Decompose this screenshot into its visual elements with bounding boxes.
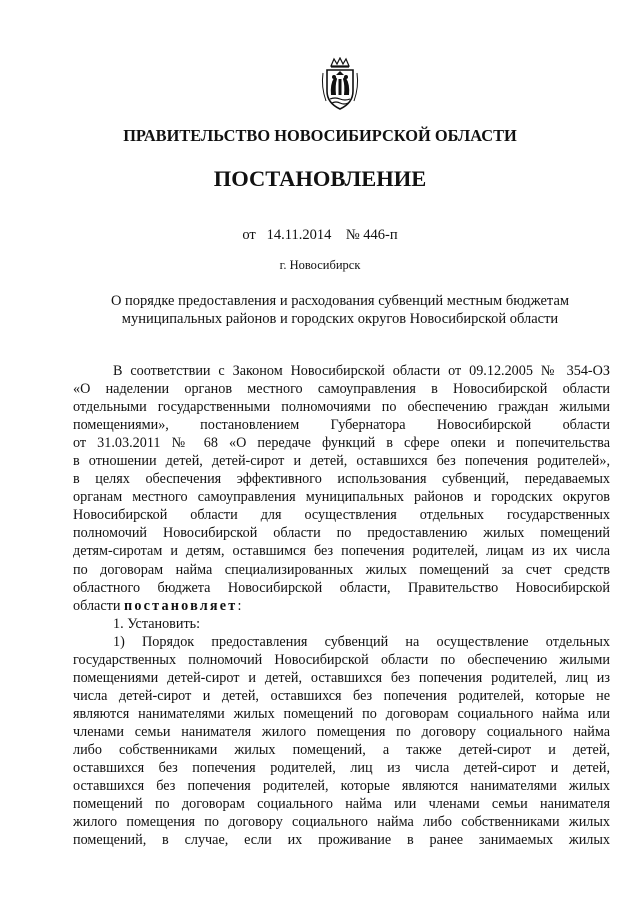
item-1-1-line: являются нанимателями жилых помещений по договорам социального найма или — [73, 705, 610, 722]
subject-line: О порядке предоставления и расходования субвенций местным бюджетам — [110, 293, 570, 309]
item-1-heading: 1. Установить: — [113, 615, 201, 632]
document-type-title: ПОСТАНОВЛЕНИЕ — [213, 166, 427, 191]
body-line: от 31.03.2011 № 68 «О передаче функций в сфере опеки и попечительства — [73, 435, 610, 452]
document-date: 14.11.2014 — [266, 227, 332, 243]
date-prefix: от — [242, 227, 256, 243]
organization-title: ПРАВИТЕЛЬСТВО НОВОСИБИРСКОЙ ОБЛАСТИ — [123, 126, 517, 145]
resolve-word: постановляет — [123, 597, 238, 614]
item-1-1-line: государственных полномочий Новосибирской области по обеспечению жилыми — [73, 651, 610, 668]
body-line: по договорам найма специализированных жилых помещений за счет средств — [73, 561, 610, 578]
body-line: отдельными государственными полномочиями по обеспечению граждан жилыми — [73, 399, 610, 416]
item-1-1-line: числа детей-сирот и детей, оставшихся без попечения родителей, которые не — [73, 687, 610, 704]
item-1-1-line: членами семьи нанимателя жилого помещения по договору социального найма — [73, 723, 610, 740]
body-line: областного бюджета Новосибирской области, Правительство Новосибирской — [73, 579, 610, 596]
item-1-1-line: помещений, в случае, если их проживание в ранее занимаемых жилых — [73, 832, 610, 849]
date-number-line — [0, 226, 640, 244]
item-1-1-line: оставшихся без попечения родителей, которые являются нанимателями жилых — [73, 778, 610, 795]
item-1-1-line: либо собственниками жилых помещений, а также детей-сирот и детей, — [73, 741, 610, 758]
body-line: Новосибирской области для осуществления отдельных государственных — [73, 507, 610, 524]
resolve-line — [73, 597, 610, 615]
subject-line: муниципальных районов и городских округов Новосибирской области — [121, 311, 559, 327]
document-subject — [72, 292, 608, 328]
document-number: № 446-п — [345, 227, 398, 243]
city-line: г. Новосибирск — [279, 258, 361, 272]
body-line: детям-сиротам и детям, оставшимся без попечения родителей, лицам из их числа — [73, 543, 610, 560]
body-line: помещениями», постановлением Губернатора Новосибирской области — [73, 417, 610, 434]
body-line: в целях обеспечения эффективного использования субвенций, передаваемых — [73, 471, 610, 488]
body-line: в отношении детей, детей-сирот и детей, оставшихся без попечения родителей», — [73, 453, 610, 470]
item-1-1-line: 1) Порядок предоставления субвенций на осуществление отдельных — [113, 633, 610, 650]
novosibirsk-coat-of-arms-icon — [318, 57, 362, 113]
body-line: «О наделении органов местного самоуправления в Новосибирской области — [73, 381, 610, 398]
item-1-1-line: помещениями детей-сирот и детей, оставшихся без попечения родителей, лиц из — [73, 669, 610, 686]
item-1-1-line: помещений по договорам социального найма или членами семьи нанимателя — [73, 796, 610, 813]
resolve-suffix: : — [237, 597, 242, 614]
document-body — [73, 362, 610, 849]
body-line: полномочий Новосибирской области по предоставлению жилых помещений — [73, 525, 610, 542]
item-1-1-line: жилого помещения по договору социального найма либо собственниками жилых — [73, 814, 610, 831]
body-line: В соответствии с Законом Новосибирской области от 09.12.2005 № 354-ОЗ — [113, 363, 610, 379]
body-line: органам местного самоуправления муниципальных районов и городских округов — [73, 489, 610, 506]
resolve-prefix: области — [73, 597, 121, 614]
item-1-1-line: оставшихся без попечения родителей, лиц из числа детей-сирот и детей, — [73, 760, 610, 777]
